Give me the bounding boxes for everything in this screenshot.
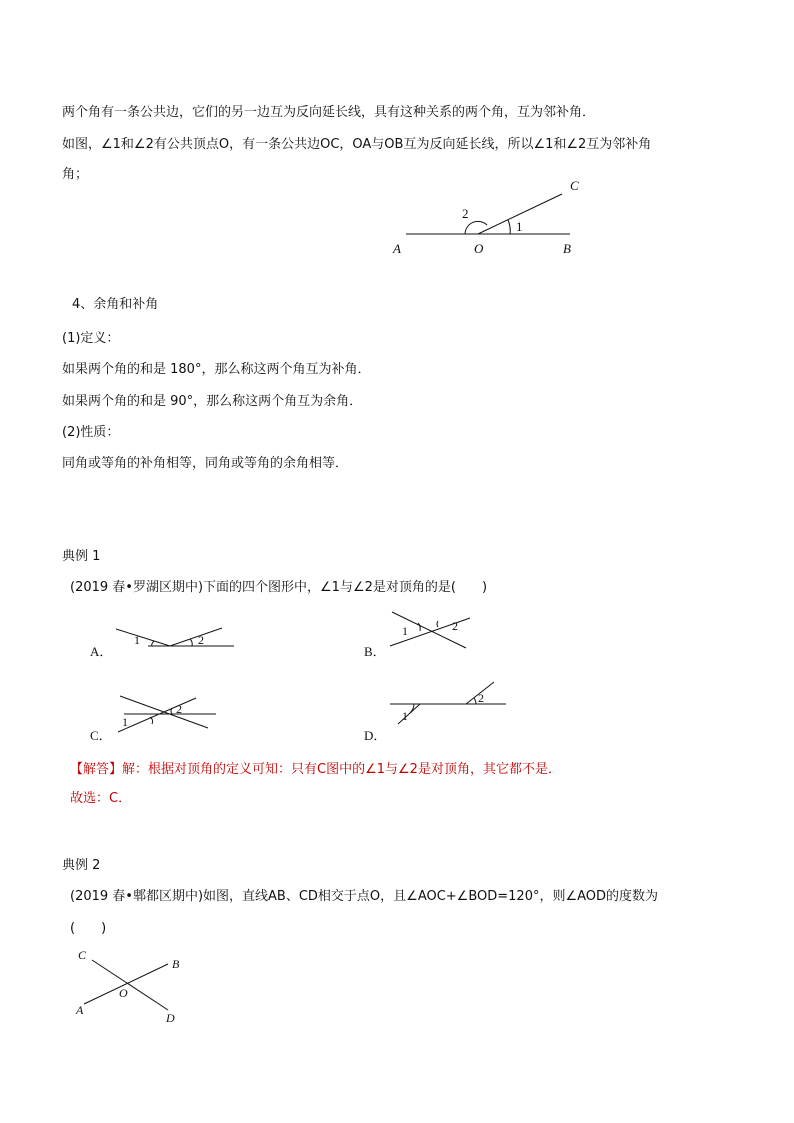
option-b-angle1: 1 [402, 624, 408, 638]
property-heading: (2)性质： [62, 425, 120, 440]
answer-line [70, 761, 561, 779]
example1-question: (2019 春•罗湖区期中)下面的四个图形中，∠1与∠2是对顶角的是( ) [70, 580, 488, 595]
option-b-label[interactable]: B． [364, 644, 386, 659]
option-b-angle2: 2 [452, 619, 458, 633]
section4-title: 4、余角和补角 [72, 297, 159, 312]
option-a-angle2: 2 [198, 633, 204, 647]
intersecting-lines-figure [70, 944, 190, 1024]
answer-choice: 故选：C． [70, 791, 132, 806]
example-text-line2: 角； [62, 167, 89, 182]
adjacent-angles-figure [390, 176, 590, 260]
option-c-angle2: 2 [176, 702, 182, 716]
supplementary-definition: 如果两个角的和是 180°，那么称这两个角互为补角． [62, 362, 371, 377]
label-C: C [570, 178, 579, 193]
example1-title: 典例 1 [62, 549, 101, 564]
label-D: D [166, 1011, 175, 1025]
answer-text: 解：根据对顶角的定义可知：只有C图中的∠1与∠2是对顶角，其它都不是． [122, 762, 561, 777]
definition-text: 两个角有一条公共边，它们的另一边互为反向延长线，具有这种关系的两个角，互为邻补角． [62, 105, 596, 120]
option-c-figure [112, 692, 222, 736]
option-d-label[interactable]: D． [364, 728, 387, 743]
label-1: 1 [516, 219, 523, 234]
option-b-figure [386, 610, 476, 652]
definition-heading: (1)定义： [62, 331, 120, 346]
example2-question: (2019 春•郫都区期中)如图，直线AB、CD相交于点O，且∠AOC+∠BOD=120°，则∠AOD的度数为 [70, 889, 659, 904]
label-B: B [172, 957, 180, 971]
complementary-definition: 如果两个角的和是 90°，那么称这两个角互为余角． [62, 394, 363, 409]
option-a-label[interactable]: A． [90, 644, 113, 659]
label-C: C [78, 948, 87, 962]
line-CD [92, 960, 168, 1010]
option-c-angle1: 1 [122, 715, 128, 729]
option-d-angle1: 1 [402, 709, 408, 723]
option-c-label[interactable]: C． [90, 728, 112, 743]
property-text: 同角或等角的补角相等，同角或等角的余角相等． [62, 456, 349, 471]
option-a-figure [110, 624, 240, 654]
label-O: O [474, 241, 484, 256]
option-d-angle2: 2 [478, 691, 484, 705]
label-2: 2 [462, 206, 469, 221]
angle2-arc [465, 221, 487, 234]
example2-question-cont: ( ) [70, 921, 107, 936]
option-a-angle1: 1 [134, 633, 140, 647]
answer-tag: 【解答】 [70, 762, 123, 777]
label-O: O [119, 986, 128, 1000]
option-d-figure [384, 680, 514, 730]
angle1-arc [508, 220, 510, 234]
example-text-line1: 如图，∠1和∠2有公共顶点O，有一条公共边OC，OA与OB互为反向延长线，所以∠1和∠2互为邻补角 [62, 137, 652, 152]
label-A: A [76, 1003, 84, 1017]
label-A: A [393, 241, 401, 256]
label-B: B [563, 241, 571, 256]
example2-title: 典例 2 [62, 858, 101, 873]
